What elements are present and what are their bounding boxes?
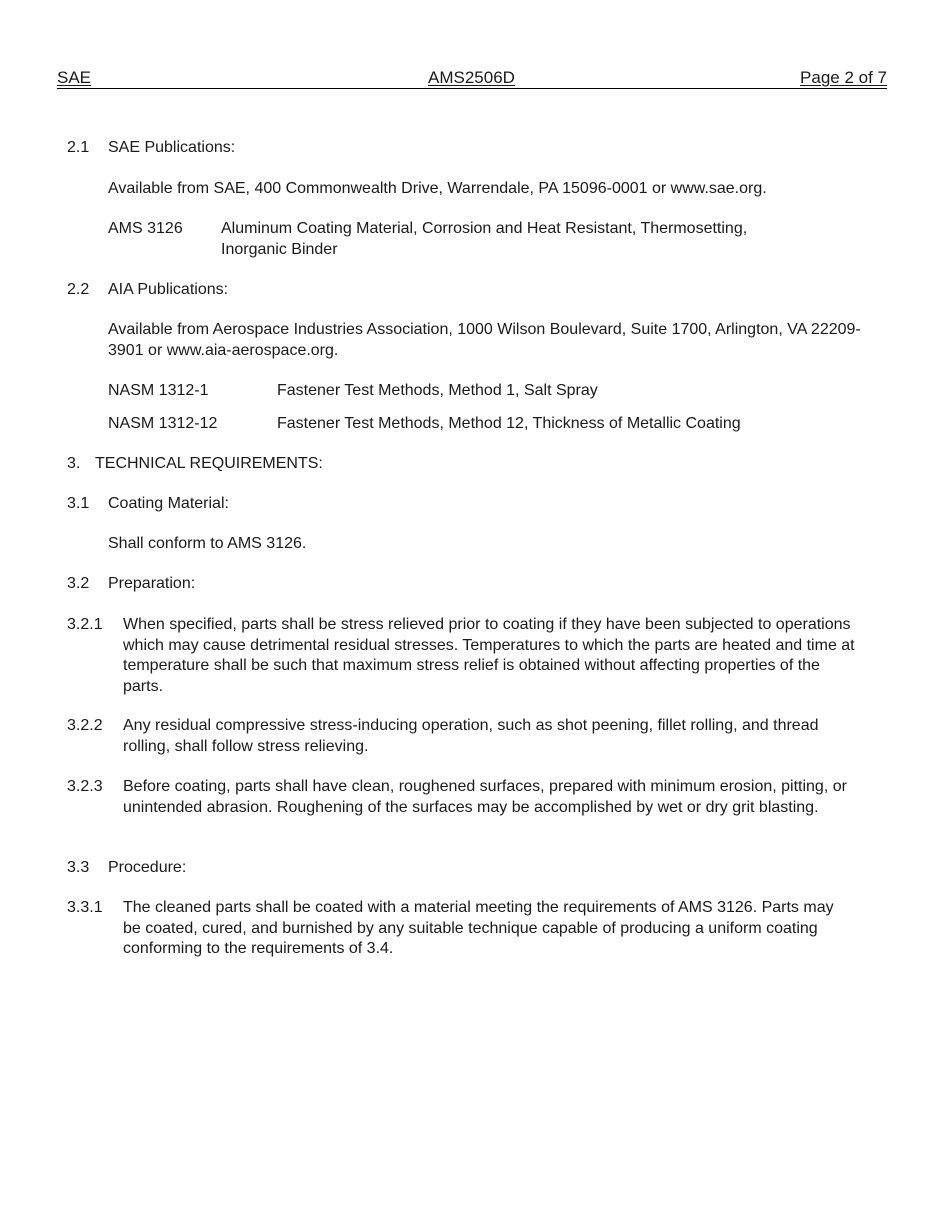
section-3-3-title: Procedure:	[108, 859, 187, 876]
paragraph-text: The cleaned parts shall be coated with a material meeting the requirements of AMS 3126. Parts may be coated, cured, and burnished by any suitable technique capable of producing a uniform coating conforming to the requirements of 3.4.	[123, 899, 834, 957]
paragraph-text: When specified, parts shall be stress relieved prior to coating if they have been subjected to operations which may cause detrimental residual stresses. Temperatures to which the parts are heated and time at temperature shall be such that maximum stress relief is obtained without affecting properties of the parts.	[123, 616, 855, 695]
section-3-2-title: Preparation:	[108, 575, 196, 592]
section-3-number: 3.	[67, 455, 81, 472]
section-3-2-number: 3.2	[67, 575, 90, 592]
paragraph-number: 3.2.2	[67, 717, 103, 734]
ref-description: Fastener Test Methods, Method 1, Salt Spray	[277, 382, 598, 399]
ref-code: AMS 3126	[108, 220, 183, 237]
paragraph-number: 3.2.3	[67, 778, 103, 795]
section-3-1-number: 3.1	[67, 495, 90, 512]
section-3-1-text: Shall conform to AMS 3126.	[108, 535, 307, 552]
section-2-1-number: 2.1	[67, 139, 90, 156]
header-doc-number: AMS2506D	[428, 68, 515, 87]
section-3-1-title: Coating Material:	[108, 495, 229, 512]
ref-code: NASM 1312-1	[108, 382, 209, 399]
ref-description: Aluminum Coating Material, Corrosion and Heat Resistant, Thermosetting, Inorganic Binder	[221, 220, 748, 258]
ref-code: NASM 1312-12	[108, 415, 218, 432]
section-3-3-number: 3.3	[67, 859, 90, 876]
section-3-title: TECHNICAL REQUIREMENTS:	[95, 455, 323, 472]
section-2-1-title: SAE Publications:	[108, 139, 236, 156]
page-header	[57, 68, 887, 89]
section-2-2-title: AIA Publications:	[108, 281, 229, 298]
ref-description: Fastener Test Methods, Method 12, Thickness of Metallic Coating	[277, 415, 741, 432]
paragraph-number: 3.2.1	[67, 616, 103, 633]
section-2-2-number: 2.2	[67, 281, 90, 298]
paragraph-text: Any residual compressive stress-inducing operation, such as shot peening, fillet rolling, and thread rolling, shall follow stress relieving.	[123, 717, 819, 755]
section-2-1-availability: Available from SAE, 400 Commonwealth Drive, Warrendale, PA 15096-0001 or www.sae.org.	[108, 180, 767, 197]
paragraph-number: 3.3.1	[67, 899, 103, 916]
header-page-number: Page 2 of 7	[800, 68, 887, 87]
header-org: SAE	[57, 68, 92, 87]
section-2-2-availability: Available from Aerospace Industries Association, 1000 Wilson Boulevard, Suite 1700, Arlington, VA 22209-3901 or www.aia-aerospace.org.	[108, 321, 861, 359]
paragraph-text: Before coating, parts shall have clean, roughened surfaces, prepared with minimum erosion, pitting, or unintended abrasion. Roughening of the surfaces may be accomplished by wet or dry grit blasting.	[123, 778, 847, 816]
